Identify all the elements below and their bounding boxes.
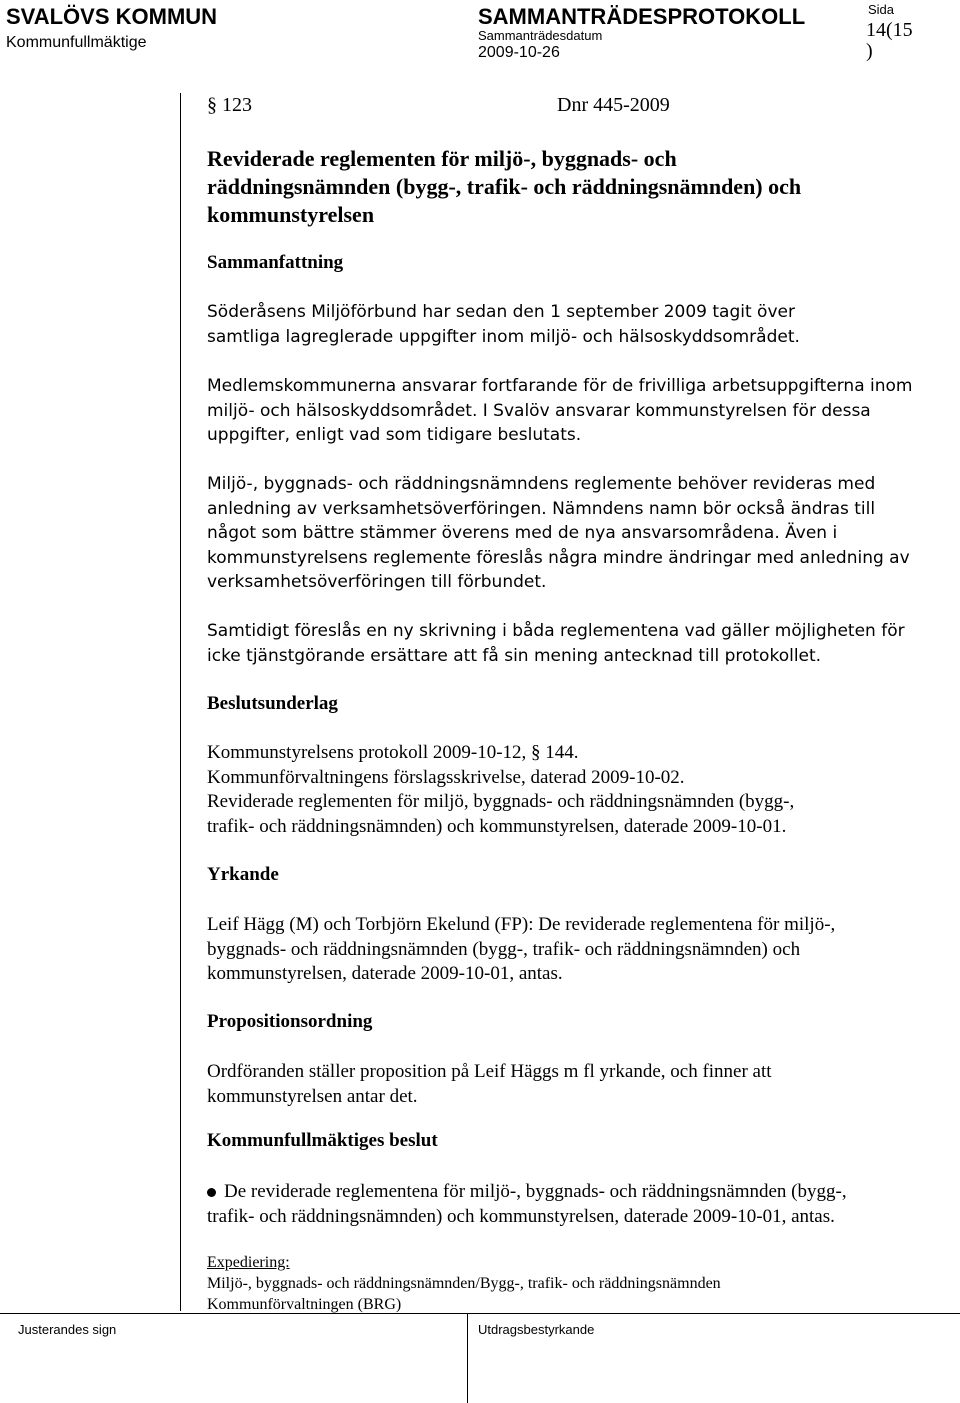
text-line: Miljö-, byggnads- och räddningsnämndens reglemente behöver revideras med xyxy=(207,474,876,494)
text-line: uppgifter, enligt vad som tidigare beslutats. xyxy=(207,425,582,445)
signature-label: Justerandes sign xyxy=(18,1322,117,1337)
decision-line-1 xyxy=(207,1180,937,1205)
document-title: SAMMANTRÄDESPROTOKOLL xyxy=(478,4,806,29)
summary-paragraph-3 xyxy=(207,472,937,595)
heading-sammanfattning: Sammanfattning xyxy=(207,252,344,273)
decision-bullet xyxy=(207,1180,937,1229)
page-number: 14(15 xyxy=(866,19,913,41)
text-line: Medlemskommunerna ansvarar fortfarande för de frivilliga arbetsuppgifterna inom xyxy=(207,376,913,396)
footer-divider xyxy=(467,1314,468,1403)
text-line: byggnads- och räddningsnämnden (bygg-, trafik- och räddningsnämnden) och xyxy=(207,938,801,960)
basis-list xyxy=(207,741,937,839)
text-line: kommunstyrelsen antar det. xyxy=(207,1085,418,1107)
organization-body: Kommunfullmäktige xyxy=(6,34,147,51)
text-line: Leif Hägg (M) och Torbjörn Ekelund (FP): De reviderade reglementena för miljö-, xyxy=(207,914,836,935)
margin-rule xyxy=(180,93,181,1311)
extract-certification-label: Utdragsbestyrkande xyxy=(478,1322,595,1337)
distribution-block xyxy=(207,1252,937,1315)
summary-paragraph-1 xyxy=(207,300,937,349)
proposition-text xyxy=(207,1060,937,1109)
heading-beslut: Kommunfullmäktiges beslut xyxy=(207,1130,438,1151)
text-line: trafik- och räddningsnämnden) och kommunstyrelsen, daterade 2009-10-01, antas. xyxy=(207,1205,835,1227)
text-line: kommunstyrelsen, daterade 2009-10-01, antas. xyxy=(207,963,563,984)
page-label: Sida xyxy=(868,2,895,17)
title-line: kommunstyrelsen xyxy=(207,202,375,227)
text-line: miljö- och hälsoskyddsområdet. I Svalöv ansvarar kommunstyrelsen för dessa xyxy=(207,400,871,421)
heading-beslutsunderlag: Beslutsunderlag xyxy=(207,693,338,714)
footer-rule xyxy=(0,1313,960,1314)
motion-text xyxy=(207,913,937,987)
text-line: Samtidigt föreslås en ny skrivning i båda reglementena vad gäller möjligheten för xyxy=(207,621,905,641)
distribution-item: Miljö-, byggnads- och räddningsnämnden/Bygg-, trafik- och räddningsnämnden xyxy=(207,1275,721,1292)
text-line: verksamhetsöverföringen till förbundet. xyxy=(207,572,547,592)
text-line: samtliga lagreglerade uppgifter inom miljö- och hälsoskyddsområdet. xyxy=(207,326,800,347)
text-line: Söderåsens Miljöförbund har sedan den 1 september 2009 tagit över xyxy=(207,302,795,322)
basis-item: Reviderade reglementen för miljö, byggnads- och räddningsnämnden (bygg-, xyxy=(207,791,795,812)
basis-item: Kommunförvaltningens förslagsskrivelse, daterad 2009-10-02. xyxy=(207,766,685,788)
organization-name: SVALÖVS KOMMUN xyxy=(6,4,218,29)
text-line: något som bättre stämmer överens med de nya ansvarsområdena. Även i xyxy=(207,523,838,543)
heading-yrkande: Yrkande xyxy=(207,864,279,885)
page-number-close: ) xyxy=(866,40,873,62)
text-line: De reviderade reglementena för miljö-, byggnads- och räddningsnämnden (bygg-, xyxy=(224,1181,847,1202)
basis-item: trafik- och räddningsnämnden) och kommunstyrelsen, daterade 2009-10-01. xyxy=(207,815,787,837)
diary-number: Dnr 445-2009 xyxy=(557,94,670,116)
title-line: Reviderade reglementen för miljö-, byggnads- och xyxy=(207,146,677,171)
text-line: anledning av verksamhetsöverföringen. Nämndens namn bör också ändras till xyxy=(207,498,876,519)
text-line: kommunstyrelsens reglemente föreslås några mindre ändringar med anledning av xyxy=(207,547,910,568)
section-title xyxy=(207,145,937,229)
meeting-date-label: Sammanträdesdatum xyxy=(478,28,603,43)
text-line: icke tjänstgörande ersättare att få sin mening antecknad till protokollet. xyxy=(207,645,822,666)
summary-paragraph-2 xyxy=(207,374,937,448)
paragraph-number: § 123 xyxy=(207,94,252,116)
bullet-icon xyxy=(207,1188,216,1197)
distribution-item: Kommunförvaltningen (BRG) xyxy=(207,1296,402,1313)
meeting-date-value: 2009-10-26 xyxy=(478,44,560,61)
basis-item: Kommunstyrelsens protokoll 2009-10-12, § 144. xyxy=(207,742,579,763)
text-line: Ordföranden ställer proposition på Leif Häggs m fl yrkande, och finner att xyxy=(207,1061,772,1082)
summary-paragraph-4 xyxy=(207,619,937,668)
distribution-label: Expediering: xyxy=(207,1254,290,1271)
title-line: räddningsnämnden (bygg-, trafik- och räddningsnämnden) och xyxy=(207,174,802,199)
heading-propositionsordning: Propositionsordning xyxy=(207,1011,373,1032)
